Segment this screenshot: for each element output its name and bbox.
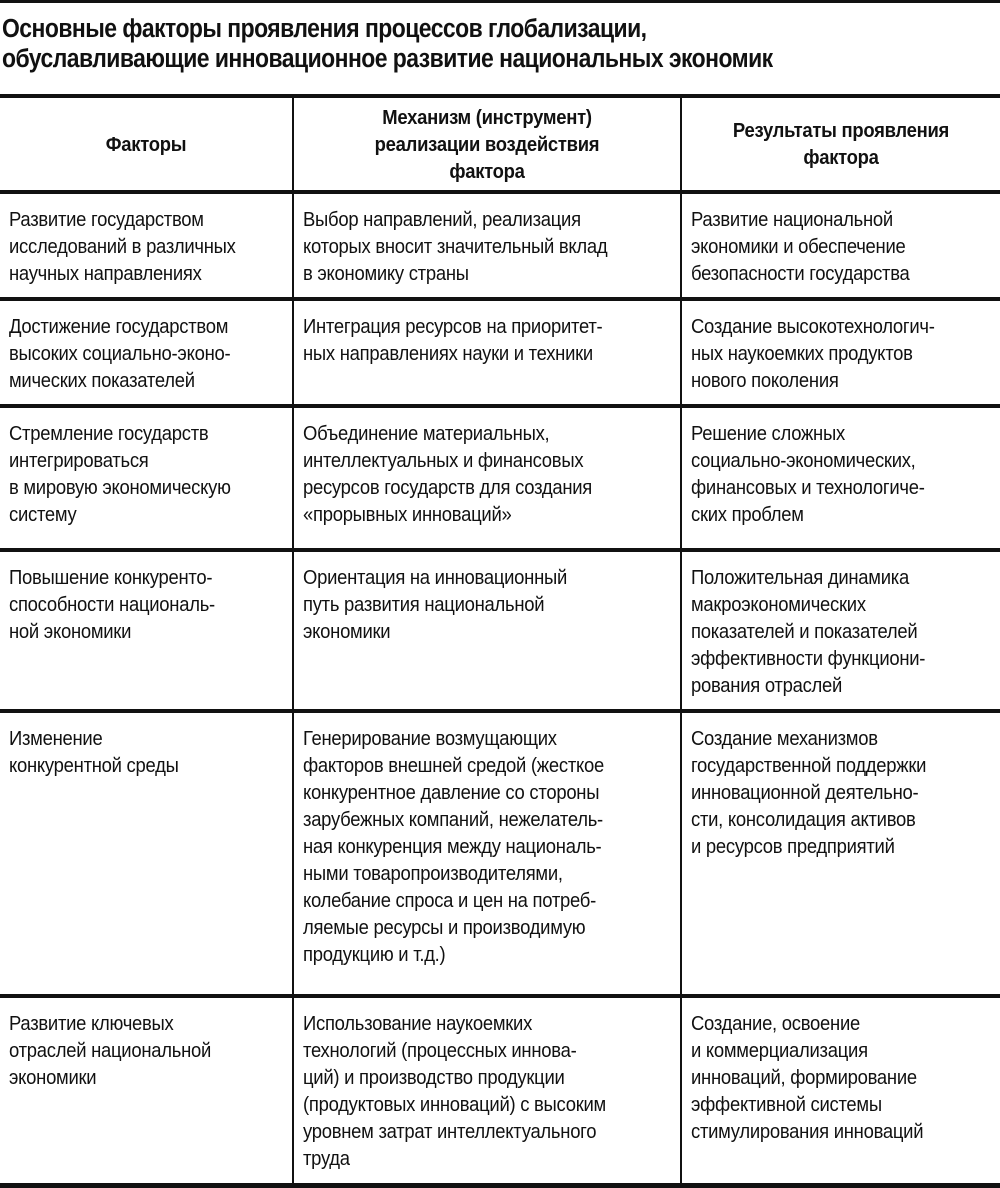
- result-text: Положительная динамика макроэкономических показателей и показателей эффективности функциони- рования отраслей: [691, 566, 926, 697]
- mechanism-text: Интеграция ресурсов на приоритет- ных направлениях науки и техники: [303, 315, 603, 365]
- top-rule: [0, 0, 1000, 3]
- title-line-2: обуславливающие инновационное развитие национальных экономик: [2, 45, 773, 73]
- mechanism-text: Выбор направлений, реализация которых вносит значительный вклад в экономику страны: [303, 208, 608, 285]
- mechanism-text: Генерирование возмущающих факторов внешней средой (жесткое конкурентное давление со стороны зарубежных компаний, нежелатель- ная конкуренция между националь- ными товаропроизводителями, колебание спроса и цен на потреб- ляемые ресурсы и производимую продукцию и т.д.): [303, 727, 604, 966]
- factor-text: Изменение конкурентной среды: [9, 727, 179, 777]
- result-text: Создание механизмов государственной поддержки инновационной деятельно- сти, консолидация активов и ресурсов предприятий: [691, 727, 927, 858]
- factor-cell: [0, 550, 293, 711]
- header-row: [0, 96, 1000, 192]
- header-mechanism: [293, 96, 681, 192]
- header-results: [681, 96, 1000, 192]
- factor-cell: [0, 192, 293, 299]
- table-body: [0, 192, 1000, 1186]
- factor-text: Повышение конкуренто- способности националь- ной экономики: [9, 566, 215, 643]
- result-cell: [681, 406, 1000, 550]
- title-line-1: Основные факторы проявления процессов глобализации,: [2, 15, 647, 43]
- result-cell: [681, 299, 1000, 406]
- table-row: [0, 996, 1000, 1186]
- table-row: [0, 406, 1000, 550]
- mechanism-text: Ориентация на инновационный путь развития национальной экономики: [303, 566, 568, 643]
- result-cell: [681, 550, 1000, 711]
- factor-cell: [0, 299, 293, 406]
- result-cell: [681, 711, 1000, 996]
- mechanism-text: Использование наукоемких технологий (процессных иннова- ций) и производство продукции (продуктовых инноваций) с высоким уровнем затрат интеллектуального труда: [303, 1012, 606, 1170]
- header-factors: [0, 96, 293, 192]
- factor-text: Развитие государством исследований в различных научных направлениях: [9, 208, 236, 285]
- page-title: [2, 14, 998, 74]
- table-row: [0, 192, 1000, 299]
- result-text: Создание высокотехнологич- ных наукоемких продуктов нового поколения: [691, 315, 935, 392]
- factor-cell: [0, 996, 293, 1186]
- mechanism-cell: [293, 192, 681, 299]
- factor-cell: [0, 406, 293, 550]
- mechanism-cell: [293, 299, 681, 406]
- table-row: [0, 299, 1000, 406]
- header-mechanism-label: Механизм (инструмент) реализации воздействия фактора: [374, 105, 600, 183]
- result-cell: [681, 192, 1000, 299]
- mechanism-cell: [293, 406, 681, 550]
- mechanism-text: Объединение материальных, интеллектуальных и финансовых ресурсов государств для создания «прорывных инноваций»: [303, 422, 593, 526]
- table-row: [0, 550, 1000, 711]
- header-factors-label: Факторы: [105, 132, 187, 156]
- result-text: Создание, освоение и коммерциализация инноваций, формирование эффективной системы стимулирования инноваций: [691, 1012, 924, 1143]
- result-text: Решение сложных социально-экономических, финансовых и технологиче- ских проблем: [691, 422, 925, 526]
- factor-text: Достижение государством высоких социально-эконо- мических показателей: [9, 315, 231, 392]
- factor-text: Стремление государств интегрироваться в мировую экономическую систему: [9, 422, 231, 526]
- table-header: [0, 96, 1000, 192]
- result-text: Развитие национальной экономики и обеспечение безопасности государства: [691, 208, 910, 285]
- table-row: [0, 711, 1000, 996]
- header-results-label: Результаты проявления фактора: [732, 119, 950, 169]
- result-cell: [681, 996, 1000, 1186]
- factor-cell: [0, 711, 293, 996]
- mechanism-cell: [293, 550, 681, 711]
- factors-table: [0, 94, 1000, 1188]
- mechanism-cell: [293, 996, 681, 1186]
- factor-text: Развитие ключевых отраслей национальной экономики: [9, 1012, 212, 1089]
- mechanism-cell: [293, 711, 681, 996]
